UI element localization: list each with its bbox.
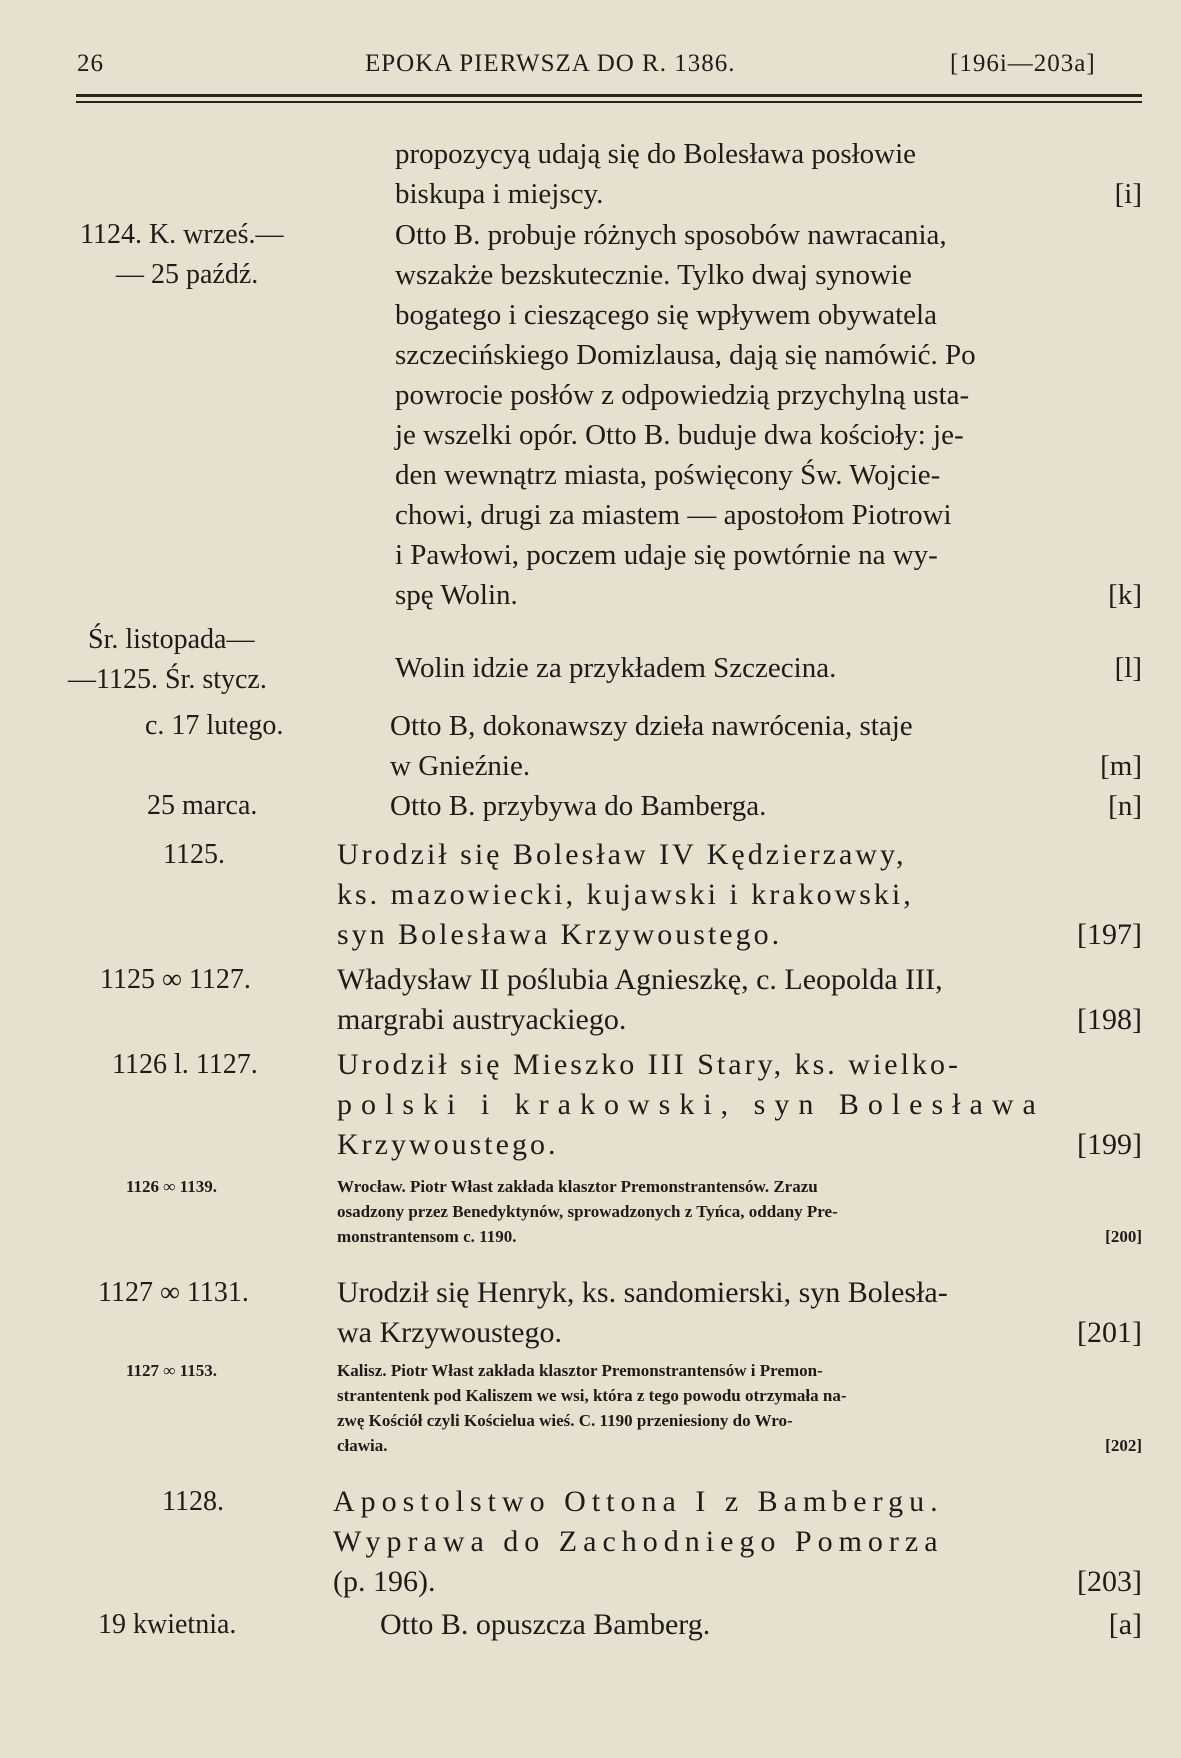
entry-text: Wrocław. Piotr Włast zakłada klasztor Premonstrantensów. Zrazu osadzony przez Benedyktynów, sprowadzonych z Tyńca, oddany Pre- monstrantensom c. 1190. [200] [337, 1174, 1142, 1249]
entry-text: Urodził się Henryk, ks. sandomierski, syn Bolesła- wa Krzywoustego. [201] [337, 1273, 1142, 1353]
entry-date: Śr. listopada— —1125. Śr. stycz. [68, 624, 267, 695]
footnote-ref: [k] [1108, 579, 1142, 611]
running-title: EPOKA PIERWSZA DO R. 1386. [365, 50, 736, 77]
entry-date: 1126 l. 1127. [112, 1049, 258, 1080]
entry-text: Otto B. przybywa do Bamberga. [n] [390, 786, 1142, 826]
entry-date: 25 marca. [147, 790, 258, 821]
footnote-ref: [201] [1077, 1316, 1142, 1349]
entry-text: Władysław II poślubia Agnieszkę, c. Leopolda III, margrabi austryackiego. [198] [337, 960, 1142, 1040]
footnote-ref: [200] [1105, 1227, 1142, 1246]
entry-text: Kalisz. Piotr Włast zakłada klasztor Premonstrantensów i Premon- strantentenk pod Kaliszem we wsi, która z tego powodu otrzymała na- zwę Kościół czyli Kościelua wieś. C. 1190 przeniesiony do Wro- cławia. [202] [337, 1358, 1142, 1458]
entry-date: 1128. [162, 1486, 224, 1517]
entry-text: Urodził się Mieszko III Stary, ks. wielko- polski i krakowski, syn Bolesława Krzywoustego. [199] [337, 1045, 1142, 1165]
entry-date: 1124. K. wrześ.— — 25 paźdź. [80, 219, 284, 290]
entry-date: 19 kwietnia. [98, 1609, 237, 1640]
entry-date: 1127 ∞ 1131. [98, 1277, 249, 1308]
footnote-ref: [n] [1108, 790, 1142, 822]
footnote-ref: [202] [1105, 1436, 1142, 1455]
entry-text: Otto B, dokonawszy dzieła nawrócenia, staje w Gnieźnie. [m] [390, 706, 1142, 786]
footnote-ref: [203] [1077, 1565, 1142, 1598]
entry-text: Urodził się Bolesław IV Kędzierzawy, ks. mazowiecki, kujawski i krakowski, syn Bolesława Krzywoustego. [197] [337, 835, 1142, 955]
footnote-ref: [198] [1077, 1003, 1142, 1036]
running-header [0, 50, 1181, 90]
footnote-ref: [i] [1114, 178, 1142, 210]
footnote-ref: [197] [1077, 918, 1142, 951]
header-rule [76, 94, 1142, 97]
footnote-ref: [a] [1108, 1608, 1142, 1641]
footnote-ref: [m] [1100, 750, 1142, 782]
entry-text: Otto B. opuszcza Bamberg. [a] [380, 1605, 1142, 1645]
entry-text: Apostolstwo Ottona I z Bambergu. Wyprawa do Zachodniego Pomorza (p. 196). [203] [333, 1482, 1142, 1602]
entry-text: Wolin idzie za przykładem Szczecina. [l] [395, 648, 1142, 688]
entry-date: 1125 ∞ 1127. [100, 964, 251, 995]
entry-date: 1126 ∞ 1139. [126, 1177, 217, 1196]
footnote-ref: [199] [1077, 1128, 1142, 1161]
footnote-ref: [l] [1114, 652, 1142, 684]
entry-date: c. 17 lutego. [145, 710, 284, 741]
page-number: 26 [77, 50, 104, 77]
entry-date: 1127 ∞ 1153. [126, 1361, 217, 1380]
entry-text: propozycyą udają się do Bolesława posłowie biskupa i miejscy. [i] [395, 134, 1142, 214]
header-rule [76, 101, 1142, 103]
entry-range: [196i—203a] [950, 50, 1096, 77]
entry-date: 1125. [163, 839, 225, 870]
entry-text: Otto B. probuje różnych sposobów nawracania, wszakże bezskutecznie. Tylko dwaj synowie bogatego i cieszącego się wpływem obywatela szczecińskiego Domizlausa, dają się namówić. Po powrocie posłów z odpowiedzią przychylną usta- je wszelki opór. Otto B. buduje dwa kościoły: je- den wewnątrz miasta, poświęcony Św. Wojcie- chowi, drugi za miastem — apostołom Piotrowi i Pawłowi, poczem udaje się powtórnie na wy- spę Wolin. [k] [395, 215, 1142, 615]
